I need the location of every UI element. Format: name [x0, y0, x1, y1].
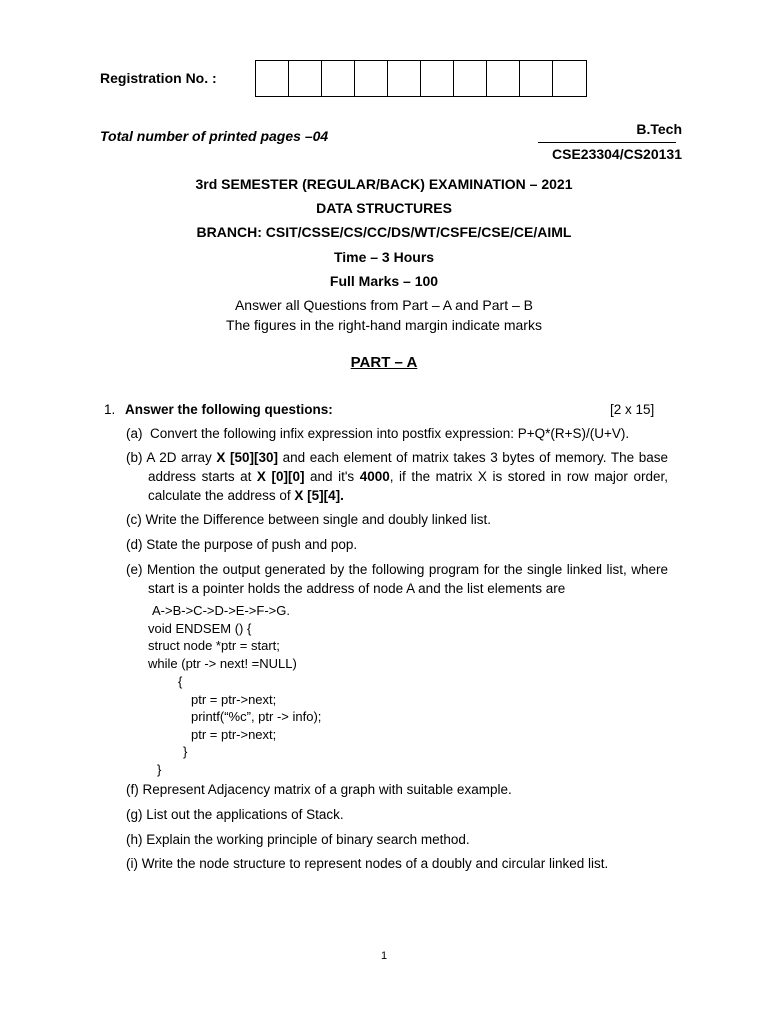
array-declaration: X [50][30] [216, 450, 278, 465]
code-line: while (ptr -> next! =NULL) [148, 656, 297, 671]
subject-name: DATA STRUCTURES [316, 200, 452, 216]
registration-label: Registration No. : [100, 70, 217, 86]
question-item-f [126, 780, 668, 799]
program-name: B.Tech [636, 121, 682, 137]
question-item-d [126, 535, 668, 554]
code-line: } [183, 744, 188, 759]
code-line: } [157, 762, 162, 777]
registration-digit-box [355, 61, 388, 96]
part-a-heading-text: PART – A [350, 354, 418, 371]
item-text: and it's [304, 469, 360, 484]
registration-digit-box [322, 61, 355, 96]
question-item-b-line [126, 448, 668, 505]
registration-digit-box [553, 61, 586, 96]
item-label: (c) [126, 512, 142, 527]
branch-list: BRANCH: CSIT/CSSE/CS/CC/DS/WT/CSFE/CSE/CE/AIML [196, 224, 572, 240]
item-label: (h) [126, 832, 143, 847]
question-item-i [126, 854, 668, 873]
item-text: Write the node structure to represent nodes of a doubly and circular linked list. [141, 856, 609, 871]
item-text: Represent Adjacency matrix of a graph with suitable example. [142, 782, 512, 797]
item-label: (e) [126, 562, 143, 577]
question-item-e [126, 560, 668, 598]
item-label: (i) [126, 856, 138, 871]
registration-digit-box [256, 61, 289, 96]
base-element: X [0][0] [256, 469, 305, 484]
code-line: A->B->C->D->E->F->G. [152, 603, 290, 618]
item-text: State the purpose of push and pop. [146, 537, 358, 552]
registration-digit-box [454, 61, 487, 96]
base-address: 4000 [359, 469, 390, 484]
code-line: ptr = ptr->next; [191, 692, 277, 707]
exam-duration: Time – 3 Hours [333, 249, 435, 265]
course-code: CSE23304/CS20131 [552, 146, 682, 162]
item-label: (b) [126, 450, 143, 465]
item-text: A 2D array [146, 450, 217, 465]
question-item-b [126, 448, 668, 505]
question-heading: Answer the following questions: [125, 402, 333, 417]
registration-digit-box [487, 61, 520, 96]
code-line: struct node *ptr = start; [148, 638, 280, 653]
code-line: printf(“%c”, ptr -> info); [191, 709, 322, 724]
printed-pages-note: Total number of printed pages –04 [100, 128, 329, 144]
registration-digit-box [388, 61, 421, 96]
question-item-a [126, 424, 668, 443]
item-text: Write the Difference between single and doubly linked list. [145, 512, 491, 527]
registration-digit-box [289, 61, 322, 96]
item-label: (g) [126, 807, 143, 822]
item-label: (d) [126, 537, 143, 552]
question-marks: [2 x 15] [610, 402, 655, 417]
item-label: (f) [126, 782, 139, 797]
code-line: ptr = ptr->next; [191, 727, 277, 742]
full-marks: Full Marks – 100 [329, 273, 439, 289]
question-item-a-line [126, 424, 668, 443]
part-a-heading [0, 354, 768, 371]
item-text: , if the matrix X is stored in row major order, calculate the address of [148, 469, 668, 503]
page-number: 1 [380, 950, 388, 962]
course-code-rule [538, 142, 676, 143]
exam-title: 3rd SEMESTER (REGULAR/BACK) EXAMINATION – 2021 [195, 176, 573, 192]
question-item-g [126, 805, 668, 824]
question-item-c [126, 510, 668, 529]
item-text: Convert the following infix expression into postfix expression: P+Q*(R+S)/(U+V). [150, 426, 630, 441]
registration-number-boxes [255, 60, 587, 97]
target-element: X [5][4]. [294, 488, 344, 503]
item-text: List out the applications of Stack. [146, 807, 344, 822]
item-text: and each element of matrix takes 3 bytes of memory. The base address starts at [148, 450, 668, 484]
item-text: Mention the output generated by the following program for the single linked list, where start is a pointer holds the address of node A and the list elements are [146, 562, 668, 596]
code-line: { [178, 674, 183, 689]
code-line: void ENDSEM () { [148, 621, 252, 636]
question-number: 1. [104, 402, 116, 417]
question-item-e-line [126, 560, 668, 598]
instruction-line: Answer all Questions from Part – A and Part – B [234, 297, 534, 313]
item-text: Explain the working principle of binary search method. [146, 832, 470, 847]
question-item-h [126, 830, 668, 849]
registration-digit-box [421, 61, 454, 96]
registration-digit-box [520, 61, 553, 96]
item-label: (a) [126, 426, 143, 441]
instruction-line: The figures in the right-hand margin indicate marks [226, 317, 542, 333]
